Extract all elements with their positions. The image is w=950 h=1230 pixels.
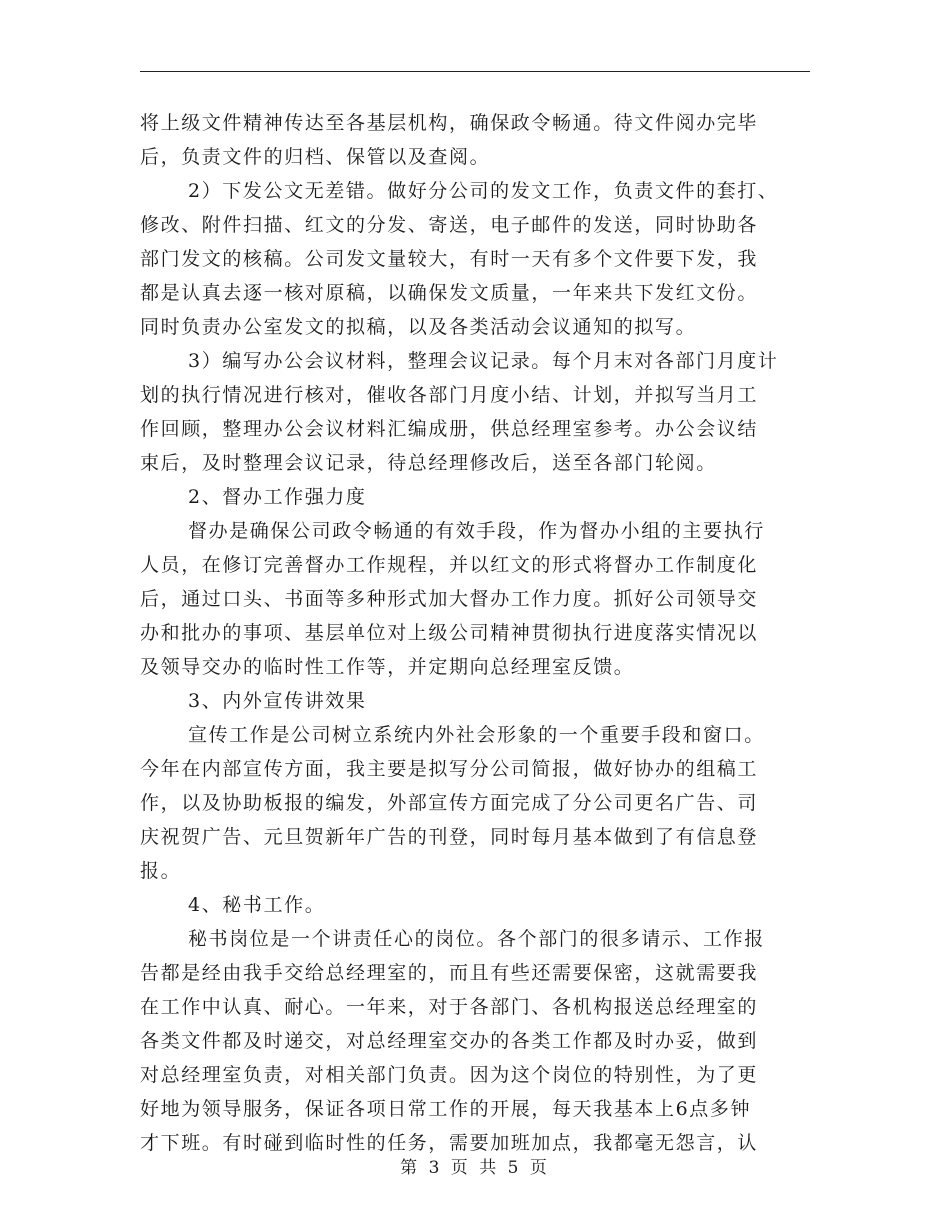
text-line: 宣传工作是公司树立系统内外社会形象的一个重要手段和窗口。 [188,724,765,746]
text-line: 在工作中认真、耐心。一年来，对于各部门、各机构报送总经理室的 [140,996,759,1018]
text-line: 庆祝贺广告、元旦贺新年广告的刊登，同时每月基本做到了有信息登 [140,826,759,848]
header-rule [140,71,810,72]
text-line: 4、秘书工作。 [188,894,326,916]
text-line: 同时负责办公室发文的拟稿，以及各类活动会议通知的拟写。 [140,316,697,338]
text-line: 部门发文的核稿。公司发文量较大，有时一天有多个文件要下发，我 [140,248,759,270]
text-line: 划的执行情况进行核对，催收各部门月度小结、计划，并拟写当月工 [140,384,759,406]
text-line: 各类文件都及时递交，对总经理室交办的各类工作都及时办妥，做到 [140,1030,759,1052]
text-line: 才下班。有时碰到临时性的任务，需要加班加点，我都毫无怨言，认 [140,1132,759,1154]
text-line: 好地为领导服务，保证各项日常工作的开展，每天我基本上6点多钟 [140,1098,752,1120]
text-line: 作，以及协助板报的编发，外部宣传方面完成了分公司更名广告、司 [140,792,759,814]
text-line: 对总经理室负责，对相关部门负责。因为这个岗位的特别性，为了更 [140,1064,759,1086]
text-line: 3）编写办公会议材料，整理会议记录。每个月末对各部门月度计 [188,350,779,372]
text-line: 后，负责文件的归档、保管以及查阅。 [140,146,491,168]
text-line: 将上级文件精神传达至各基层机构，确保政令畅通。待文件阅办完毕 [140,112,759,134]
text-line: 及领导交办的临时性工作等，并定期向总经理室反馈。 [140,656,635,678]
text-line: 秘书岗位是一个讲责任心的岗位。各个部门的很多请示、工作报 [188,928,765,950]
text-line: 告都是经由我手交给总经理室的，而且有些还需要保密，这就需要我 [140,962,759,984]
text-line: 3、内外宣传讲效果 [188,690,367,712]
text-line: 人员，在修订完善督办工作规程，并以红文的形式将督办工作制度化 [140,554,759,576]
page-number: 第 3 页 共 5 页 [400,1158,550,1178]
text-line: 束后，及时整理会议记录，待总经理修改后，送至各部门轮阅。 [140,452,717,474]
text-line: 都是认真去逐一核对原稿，以确保发文质量，一年来共下发红文份。 [140,282,759,304]
text-line: 督办是确保公司政令畅通的有效手段，作为督办小组的主要执行 [188,520,765,542]
text-line: 办和批办的事项、基层单位对上级公司精神贯彻执行进度落实情况以 [140,622,759,644]
text-line: 2、督办工作强力度 [188,486,367,508]
text-line: 今年在内部宣传方面，我主要是拟写分公司简报，做好协办的组稿工 [140,758,759,780]
text-line: 报。 [140,860,182,882]
text-line: 作回顾，整理办公会议材料汇编成册，供总经理室参考。办公会议结 [140,418,759,440]
text-line: 后，通过口头、书面等多种形式加大督办工作力度。抓好公司领导交 [140,588,759,610]
document-body [140,106,820,1160]
text-line: 2）下发公文无差错。做好分公司的发文工作，负责文件的套打、 [188,180,779,202]
text-line: 修改、附件扫描、红文的分发、寄送，电子邮件的发送，同时协助各 [140,214,759,236]
